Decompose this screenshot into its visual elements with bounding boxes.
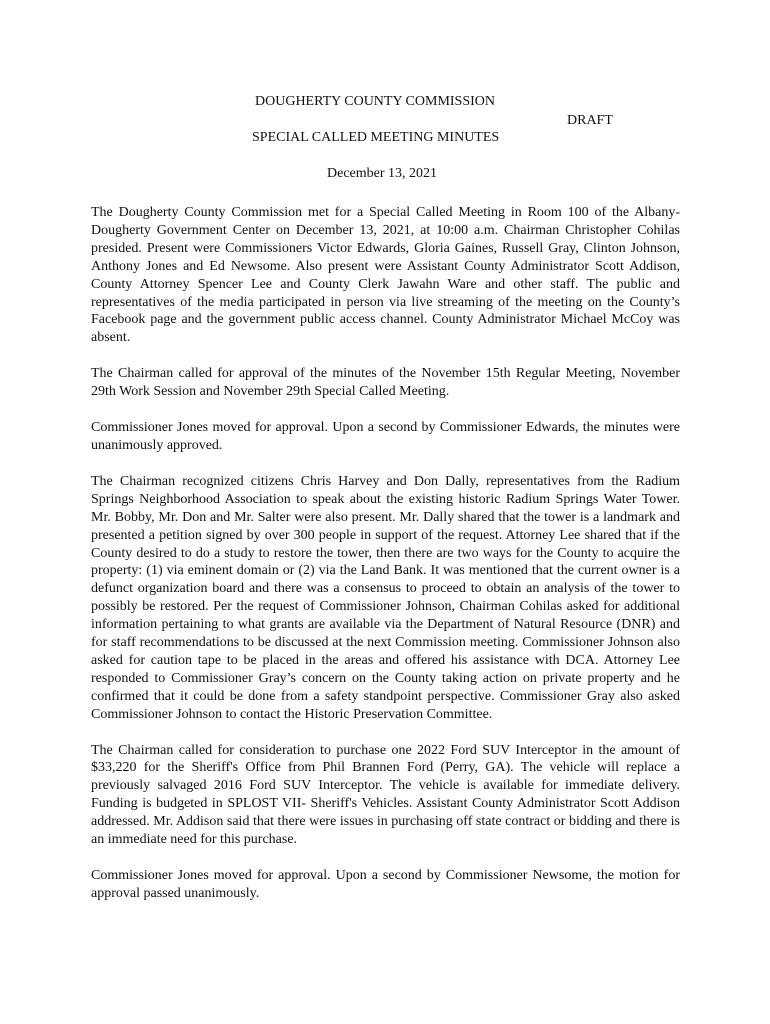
meeting-date: December 13, 2021 [327,166,438,181]
paragraph-water-tower: The Chairman recognized citizens Chris Harvey and Don Dally, representatives from the Radium Springs Neighborhood Association to speak about the existing historic Radium Springs Water Tower. Mr. Bobby, Mr. Don and Mr. Salter were also present. Mr. Dally shared that the tower is a landmark and presented a petition signed by over 300 people in support of the request. Attorney Lee shared that if the County desired to do a study to restore the tower, then there are two ways for the County to acquire the property: (1) via eminent domain or (2) via the Land Bank. It was mentioned that the current owner is a defunct organization board and there was a consensus to proceed to obtain an analysis of the tower to possibly be restored. Per the request of Commissioner Johnson, Chairman Cohilas asked for additional information pertaining to what grants are available via the Department of Natural Resource (DNR) and for staff recommendations to be discussed at the next Commission meeting. Commissioner Johnson also asked for caution tape to be placed in the areas and offered his assistance with DCA. Attorney Lee responded to Commissioner Gray’s concern on the County taking action on private property and he confirmed that it could be done from a safety standpoint perspective. Commissioner Gray also asked Commissioner Johnson to contact the Historic Preservation Committee. [91,473,680,722]
organization-title: DOUGHERTY COUNTY COMMISSION [255,94,496,109]
meeting-title: SPECIAL CALLED MEETING MINUTES [252,130,500,145]
draft-label: DRAFT [567,113,613,128]
paragraph-attendance: The Dougherty County Commission met for a Special Called Meeting in Room 100 of the Albany-Dougherty Government Center on December 13, 2021, at 10:00 a.m. Chairman Christopher Cohilas presided. Present were Commissioners Victor Edwards, Gloria Gaines, Russell Gray, Clinton Johnson, Anthony Jones and Ed Newsome. Also present were Assistant County Administrator Scott Addison, County Attorney Spencer Lee and County Clerk Jawahn Ware and other staff. The public and representatives of the media participated in person via live streaming of the meeting on the County’s Facebook page and the government public access channel. County Administrator Michael McCoy was absent. [91,205,680,346]
paragraph-minutes-approved: Commissioner Jones moved for approval. Upon a second by Commissioner Edwards, the minutes were unanimously approved. [91,420,680,453]
paragraph-vehicle-purchase: The Chairman called for consideration to purchase one 2022 Ford SUV Interceptor in the amount of $33,220 for the Sheriff's Office from Phil Brannen Ford (Perry, GA). The vehicle will replace a previously salvaged 2016 Ford SUV Interceptor. The vehicle is available for immediate delivery. Funding is budgeted in SPLOST VII- Sheriff's Vehicles. Assistant County Administrator Scott Addison addressed. Mr. Addison said that there were issues in purchasing off state contract or bidding and there is an immediate need for this purchase. [91,742,680,848]
paragraph-minutes-approval-call: The Chairman called for approval of the minutes of the November 15th Regular Meeting, November 29th Work Session and November 29th Special Called Meeting. [91,366,680,400]
paragraph-vehicle-approved: Commissioner Jones moved for approval. Upon a second by Commissioner Newsome, the motion for approval passed unanimously. [91,868,680,901]
minutes-body [91,204,680,921]
